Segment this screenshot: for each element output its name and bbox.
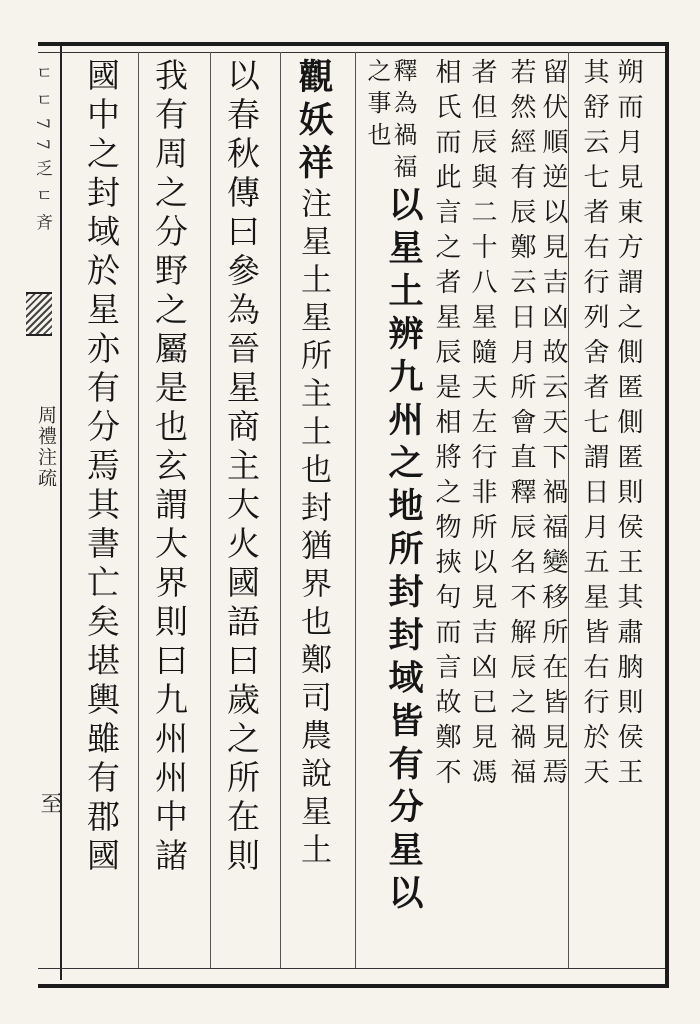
column-7-lead: 釋為禍福 [389,58,417,186]
margin-top-characters: ㄷㄷ77乏ㄷ斉 [32,64,52,241]
column-rule [138,52,139,968]
column-rule [210,52,211,968]
text-column-10: 以春秋傳曰參為晉星商主大火國語曰歲之所在則 [222,58,261,877]
column-8-lead: 之事也 [363,58,391,154]
column-rule [355,52,356,968]
column-9-note: 注星土星所主土也封猶界也鄭司農說星土 [295,187,331,871]
margin-book-title: 周禮注疏 [35,405,57,489]
text-column-4: 若然經有辰鄭云日月所會直釋辰名不解辰之禍福 [506,58,536,793]
text-column-9 [288,58,338,966]
text-column-1: 朔而月見東方謂之側匿側匿則侯王其肅朒則侯王 [613,58,643,793]
text-column-2: 其舒云七者右行列舍者七謂日月五星皆右行於天 [579,58,609,793]
column-rule [280,52,281,968]
text-column-12: 國中之封域於星亦有分焉其書亡矣堪輿雖有郡國 [82,58,121,877]
text-column-3: 留伏順逆以見吉凶故云天下禍福變移所在皆見焉 [538,58,568,793]
text-column-6: 相氏而此言之者星辰是相將之物挾句而言故鄭不 [431,58,461,793]
column-9-main: 觀妖祥 [293,58,334,187]
column-7-main: 以星土辨九州之地所封封域皆有分星以 [383,186,424,917]
text-column-5: 者但辰與二十八星隨天左行非所以見吉凶已見馮 [467,58,497,793]
frame-bottom-rule [38,968,665,969]
print-frame [38,42,669,988]
text-column-8 [360,58,395,966]
text-column-11: 我有周之分野之屬是也玄謂大界則曰九州州中諸 [150,58,189,877]
margin-page-number: 至 [37,792,62,814]
frame-top-rule [38,52,665,53]
